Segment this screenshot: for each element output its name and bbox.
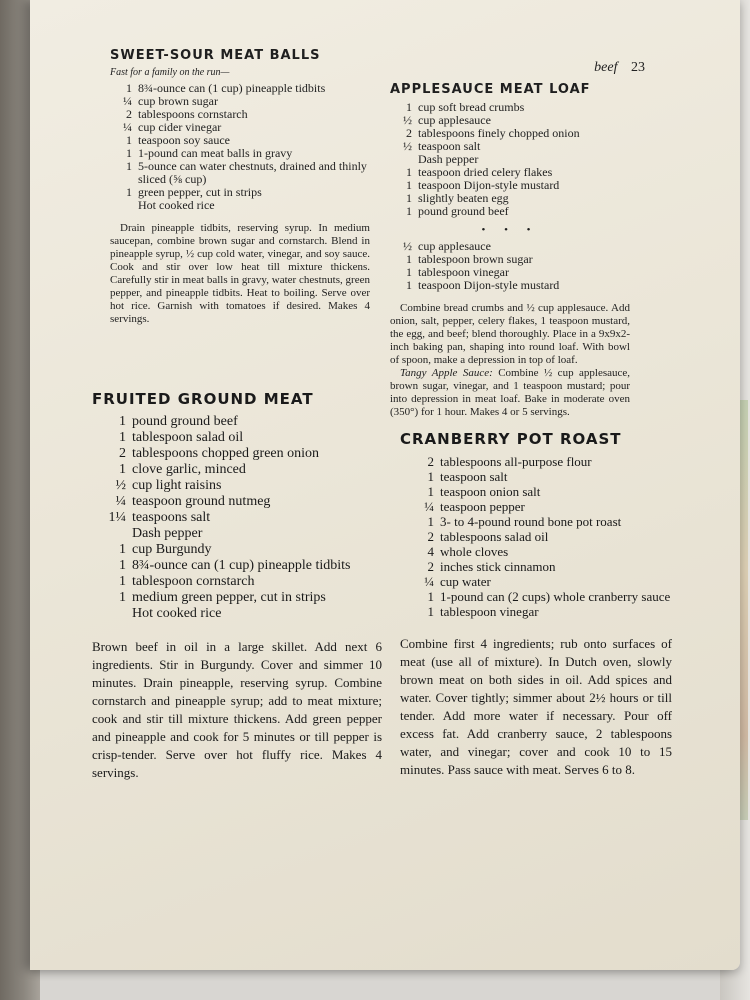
ingredient-item xyxy=(400,499,672,514)
ingredient-quantity: 1 xyxy=(126,146,132,160)
page-number: 23 xyxy=(631,60,645,75)
ingredient-text: 8¾-ounce can (1 cup) pineapple tidbits xyxy=(138,81,326,95)
ingredient-quantity: 1 xyxy=(406,165,412,179)
ingredient-text: cup applesauce xyxy=(418,113,491,127)
ingredient-list xyxy=(390,101,630,218)
ingredient-text: tablespoon vinegar xyxy=(440,604,539,619)
ingredient-item xyxy=(400,454,672,469)
ingredient-text: tablespoons finely chopped onion xyxy=(418,126,580,140)
ingredient-quantity: 1 xyxy=(406,252,412,266)
ingredient-quantity xyxy=(92,526,126,542)
recipe-title: CRANBERRY POT ROAST xyxy=(400,430,622,448)
ingredient-text: 8¾-ounce can (1 cup) pineapple tidbits xyxy=(132,558,351,573)
ingredient-quantity: 1 xyxy=(119,430,126,445)
ingredient-quantity: 1 xyxy=(406,191,412,205)
ingredient-text: tablespoon brown sugar xyxy=(418,252,533,266)
ingredient-text: cup soft bread crumbs xyxy=(418,100,525,114)
ingredient-quantity: 1 xyxy=(406,265,412,279)
ingredient-text: pound ground beef xyxy=(418,204,509,218)
ingredient-quantity: 1 xyxy=(126,133,132,147)
recipe-title: APPLESAUCE MEAT LOAF xyxy=(390,82,591,97)
ingredient-item xyxy=(92,462,382,478)
ingredient-text: green pepper, cut in strips xyxy=(138,185,262,199)
recipe-cranberry-pot-roast xyxy=(400,430,672,779)
ingredient-text: Dash pepper xyxy=(132,526,203,541)
ingredient-quantity: 2 xyxy=(406,126,412,140)
ingredient-text: Hot cooked rice xyxy=(138,198,215,212)
ingredient-quantity: 1 xyxy=(119,542,126,557)
cookbook-page xyxy=(30,0,740,970)
recipe-subtitle: Fast for a family on the run— xyxy=(110,67,230,78)
ingredient-quantity xyxy=(92,606,126,622)
ingredient-quantity: 1 xyxy=(126,185,132,199)
ingredient-item xyxy=(400,559,672,574)
ingredient-text: teaspoon salt xyxy=(418,139,481,153)
ingredient-text: pound ground beef xyxy=(132,414,238,429)
ingredient-item xyxy=(92,430,382,446)
ingredient-quantity: 2 xyxy=(126,107,132,121)
ingredient-text: teaspoons salt xyxy=(132,510,211,525)
ingredient-quantity: 1 xyxy=(119,558,126,573)
sauce-directions xyxy=(390,367,630,419)
ingredient-item xyxy=(92,510,382,526)
ingredient-text: tablespoon salad oil xyxy=(132,430,244,445)
ingredient-item xyxy=(400,529,672,544)
ingredient-text: teaspoon salt xyxy=(440,469,508,484)
ingredient-item xyxy=(92,542,382,558)
ingredient-text: tablespoons cornstarch xyxy=(138,107,248,121)
ingredient-item xyxy=(110,160,370,186)
ingredient-quantity: ¼ xyxy=(123,94,132,108)
ingredient-text: teaspoon dried celery flakes xyxy=(418,165,553,179)
ingredient-quantity: 1 xyxy=(119,590,126,605)
ingredient-text: tablespoon vinegar xyxy=(418,265,509,279)
directions-text: Combine bread crumbs and ½ cup applesauce. Add onion, salt, pepper, celery flakes, 1 teaspoon mustard, the egg, and beef; blend thoroughly. Place in a 9x9x2-inch baking pan, shaping into round loaf. With bowl of spoon, make a depression in top of loaf. xyxy=(390,302,630,366)
directions-text: Drain pineapple tidbits, reserving syrup. In medium saucepan, combine brown sugar and cornstarch. Blend in pineapple syrup, ½ cup cold water, vinegar, and soy sauce. Cook and stir over low heat till mixture thickens. Carefully stir in meat balls in gravy, water chestnuts, green pepper, and pineapple tidbits. Heat to boiling. Serve over hot rice. Garnish with tomatoes if desired. Makes 4 servings. xyxy=(110,222,370,325)
ingredient-quantity: 1 xyxy=(406,278,412,292)
ingredient-list xyxy=(92,414,382,622)
ingredient-quantity: ½ xyxy=(115,478,126,493)
ingredient-quantity: 4 xyxy=(427,544,434,559)
ingredient-text: teaspoon Dijon-style mustard xyxy=(418,278,560,292)
ingredient-quantity: 1 xyxy=(406,204,412,218)
recipe-directions xyxy=(390,302,630,419)
ingredient-text: cup cider vinegar xyxy=(138,120,222,134)
ingredient-quantity: ¼ xyxy=(424,574,434,589)
ingredient-text: cup water xyxy=(440,574,491,589)
ingredient-text: teaspoon pepper xyxy=(440,499,525,514)
ingredient-item xyxy=(400,514,672,529)
ingredient-list xyxy=(110,82,370,212)
ingredient-quantity: 2 xyxy=(427,454,434,469)
ingredient-text: 3- to 4-pound round bone pot roast xyxy=(440,514,622,529)
ingredient-text: cup applesauce xyxy=(418,239,491,253)
ingredient-item xyxy=(390,279,630,292)
ingredient-item xyxy=(92,558,382,574)
ingredient-quantity: 1 xyxy=(427,514,434,529)
sauce-ingredient-list xyxy=(390,240,630,292)
ingredient-text: Dash pepper xyxy=(418,152,479,166)
ingredient-item xyxy=(390,205,630,218)
ingredient-quantity: 1 xyxy=(126,81,132,95)
ingredient-item xyxy=(400,469,672,484)
ingredient-text: teaspoon soy sauce xyxy=(138,133,230,147)
ingredient-list xyxy=(400,454,672,619)
ingredient-quantity: 1 xyxy=(126,159,132,173)
separator-dots: • • • xyxy=(481,224,539,236)
ingredient-quantity: 1¼ xyxy=(108,510,126,525)
ingredient-text: medium green pepper, cut in strips xyxy=(132,590,326,605)
ingredient-item xyxy=(92,414,382,430)
ingredient-quantity: 1 xyxy=(427,469,434,484)
ingredient-quantity: 1 xyxy=(427,484,434,499)
ingredient-quantity: 1 xyxy=(406,178,412,192)
ingredient-quantity: 1 xyxy=(119,574,126,589)
recipe-fruited-ground-meat xyxy=(92,390,382,782)
ingredient-text: 1-pound can meat balls in gravy xyxy=(138,146,293,160)
ingredient-text: cup brown sugar xyxy=(138,94,218,108)
ingredient-text: whole cloves xyxy=(440,544,509,559)
recipe-title: SWEET-SOUR MEAT BALLS xyxy=(110,48,321,63)
recipe-sweet-sour-meat-balls xyxy=(110,48,370,336)
ingredient-quantity: 2 xyxy=(119,446,126,461)
ingredient-item xyxy=(400,574,672,589)
ingredient-item xyxy=(92,574,382,590)
ingredient-quantity: 1 xyxy=(119,462,126,477)
ingredient-text: tablespoons salad oil xyxy=(440,529,549,544)
recipe-applesauce-meat-loaf xyxy=(390,82,630,429)
ingredient-text: teaspoon ground nutmeg xyxy=(132,494,271,509)
ingredient-text: clove garlic, minced xyxy=(132,462,246,477)
ingredient-item xyxy=(92,606,382,622)
ingredient-text: cup light raisins xyxy=(132,478,222,493)
ingredient-item xyxy=(400,589,672,604)
sauce-text: Combine ½ cup applesauce, brown sugar, vinegar, and 1 teaspoon mustard; pour into depression in meat loaf. Bake in moderate oven (350°) for 1 hour. Makes 4 or 5 servings. xyxy=(390,367,631,418)
ingredient-quantity: ¼ xyxy=(123,120,132,134)
ingredient-item xyxy=(400,604,672,619)
ingredient-quantity: ½ xyxy=(403,239,412,253)
ingredient-item xyxy=(92,590,382,606)
ingredient-item xyxy=(92,478,382,494)
recipe-title: FRUITED GROUND MEAT xyxy=(92,390,314,408)
page-header xyxy=(594,60,645,76)
ingredient-text: teaspoon Dijon-style mustard xyxy=(418,178,560,192)
ingredient-quantity: 1 xyxy=(406,100,412,114)
ingredient-item xyxy=(110,199,370,212)
section-label: beef xyxy=(594,60,618,75)
ingredient-text: tablespoons chopped green onion xyxy=(132,446,320,461)
ingredient-text: teaspoon onion salt xyxy=(440,484,541,499)
recipe-directions: Combine first 4 ingredients; rub onto surfaces of meat (use all of mixture). In Dutch oven, slowly brown meat on both sides in oil. Add spices and water. Cover tightly; simmer about 2½ hours or till tender. Add more water if necessary. Pour off excess fat. Add cranberry sauce, 2 tablespoons water, and vinegar; cover and cook 10 to 15 minutes. Pass sauce with meat. Serves 6 to 8. xyxy=(400,636,672,777)
recipe-directions xyxy=(110,222,370,326)
ingredient-quantity: ½ xyxy=(403,139,412,153)
ingredient-quantity: ¼ xyxy=(115,494,126,509)
ingredient-text: tablespoons all-purpose flour xyxy=(440,454,592,469)
ingredient-quantity: 2 xyxy=(427,559,434,574)
ingredient-item xyxy=(400,544,672,559)
ingredient-item xyxy=(400,484,672,499)
ingredient-item xyxy=(92,494,382,510)
ingredient-quantity: 1 xyxy=(427,604,434,619)
ingredient-text: cup Burgundy xyxy=(132,542,212,557)
ingredient-text: 5-ounce can water chestnuts, drained and thinly sliced (⅝ cup) xyxy=(138,159,367,186)
ingredient-text: tablespoon cornstarch xyxy=(132,574,255,589)
ingredient-text: inches stick cinnamon xyxy=(440,559,556,574)
sauce-label: Tangy Apple Sauce: xyxy=(400,367,493,379)
ingredient-quantity xyxy=(110,199,132,212)
ingredient-quantity: 2 xyxy=(427,529,434,544)
ingredient-text: Hot cooked rice xyxy=(132,606,222,621)
ingredient-quantity: ½ xyxy=(403,113,412,127)
ingredient-quantity: 1 xyxy=(119,414,126,429)
ingredient-quantity: ¼ xyxy=(424,499,434,514)
ingredient-item xyxy=(92,446,382,462)
recipe-directions: Brown beef in oil in a large skillet. Add next 6 ingredients. Stir in Burgundy. Cover and simmer 10 minutes. Drain pineapple, reserving syrup. Combine cornstarch and pineapple syrup; add to meat mixture; cook and stir till mixture thickens. Add green pepper and pineapple and cook for 5 minutes or till pepper is crisp-tender. Serve over hot fluffy rice. Makes 4 servings. xyxy=(92,639,382,780)
ingredient-text: 1-pound can (2 cups) whole cranberry sauce xyxy=(440,589,671,604)
ingredient-quantity: 1 xyxy=(427,589,434,604)
ingredient-item xyxy=(92,526,382,542)
ingredient-text: slightly beaten egg xyxy=(418,191,509,205)
